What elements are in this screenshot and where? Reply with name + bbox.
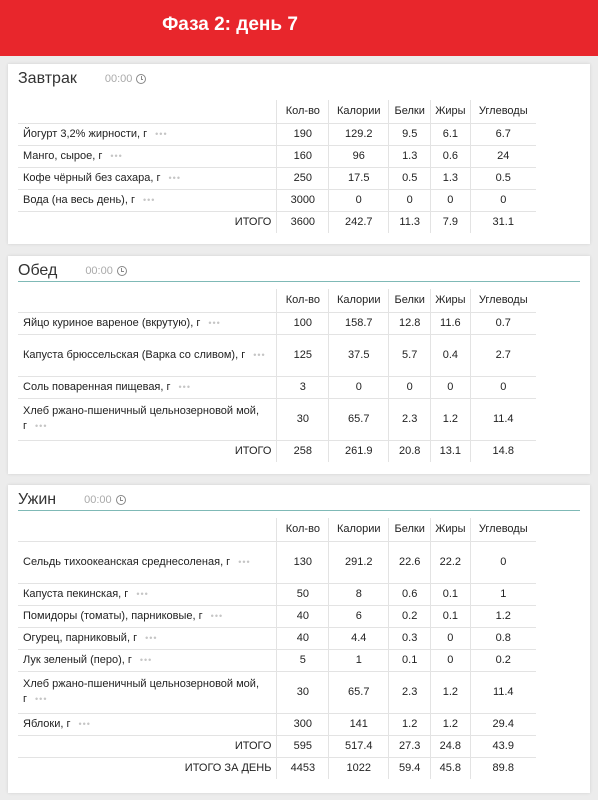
table-row[interactable] bbox=[18, 312, 536, 334]
col-header-protein: Белки bbox=[389, 100, 431, 123]
table-row[interactable] bbox=[18, 541, 536, 583]
clock-icon[interactable] bbox=[117, 266, 127, 276]
col-header-fat: Жиры bbox=[431, 518, 470, 541]
qty-cell: 40 bbox=[277, 627, 329, 649]
more-dots-icon[interactable]: ••• bbox=[253, 349, 266, 360]
qty-cell: 50 bbox=[277, 583, 329, 605]
col-header-qty: Кол-во bbox=[277, 518, 329, 541]
header-divider bbox=[18, 510, 580, 511]
clock-icon[interactable] bbox=[136, 74, 146, 84]
fat-cell: 0 bbox=[431, 189, 470, 211]
food-name[interactable]: Яйцо куриное вареное (вкрутую), г bbox=[23, 316, 201, 329]
total-label: ИТОГО bbox=[18, 440, 277, 462]
total-carbs: 14.8 bbox=[470, 440, 536, 462]
qty-cell: 100 bbox=[277, 312, 329, 334]
protein-cell: 5.7 bbox=[389, 334, 431, 376]
day-total-label: ИТОГО ЗА ДЕНЬ bbox=[18, 757, 277, 779]
day-total-row bbox=[18, 757, 536, 779]
carbs-cell: 0.8 bbox=[470, 627, 536, 649]
table-header-row bbox=[18, 289, 536, 312]
total-row bbox=[18, 735, 536, 757]
fat-cell: 0.1 bbox=[431, 583, 470, 605]
header-blank bbox=[18, 289, 277, 312]
protein-cell: 2.3 bbox=[389, 398, 431, 440]
header-blank bbox=[18, 100, 277, 123]
total-protein: 27.3 bbox=[389, 735, 431, 757]
more-dots-icon[interactable]: ••• bbox=[78, 718, 91, 729]
table-header-row bbox=[18, 100, 536, 123]
protein-cell: 1.2 bbox=[389, 713, 431, 735]
fat-cell: 0.4 bbox=[431, 334, 470, 376]
total-protein: 20.8 bbox=[389, 440, 431, 462]
table-row[interactable] bbox=[18, 189, 536, 211]
col-header-carbs: Углеводы bbox=[470, 289, 536, 312]
kcal-cell: 17.5 bbox=[329, 167, 389, 189]
col-header-carbs: Углеводы bbox=[470, 100, 536, 123]
col-header-qty: Кол-во bbox=[277, 100, 329, 123]
more-dots-icon[interactable]: ••• bbox=[208, 317, 221, 328]
food-name[interactable]: Огурец, парниковый, г bbox=[23, 631, 138, 644]
qty-cell: 30 bbox=[277, 398, 329, 440]
food-name[interactable]: Кофе чёрный без сахара, г bbox=[23, 171, 161, 184]
meal-time[interactable]: 00:00 bbox=[104, 73, 133, 85]
col-header-kcal: Калории bbox=[329, 289, 389, 312]
food-cell bbox=[18, 145, 277, 167]
protein-cell: 0.2 bbox=[389, 605, 431, 627]
total-fat: 13.1 bbox=[431, 440, 470, 462]
food-name[interactable]: Хлеб ржано-пшеничный цельнозерновой мой, г bbox=[23, 678, 260, 705]
food-cell bbox=[18, 189, 277, 211]
col-header-qty: Кол-во bbox=[277, 289, 329, 312]
table-row[interactable] bbox=[18, 123, 536, 145]
protein-cell: 0.1 bbox=[389, 649, 431, 671]
fat-cell: 0 bbox=[431, 376, 470, 398]
total-protein: 11.3 bbox=[389, 211, 431, 233]
fat-cell: 22.2 bbox=[431, 541, 470, 583]
protein-cell: 1.3 bbox=[389, 145, 431, 167]
header-divider bbox=[18, 281, 580, 282]
protein-cell: 2.3 bbox=[389, 671, 431, 713]
qty-cell: 3 bbox=[277, 376, 329, 398]
meal-table bbox=[18, 100, 536, 233]
total-label: ИТОГО bbox=[18, 735, 277, 757]
food-cell bbox=[18, 627, 277, 649]
total-fat: 24.8 bbox=[431, 735, 470, 757]
food-cell bbox=[18, 123, 277, 145]
carbs-cell: 6.7 bbox=[470, 123, 536, 145]
more-dots-icon[interactable]: ••• bbox=[178, 381, 191, 392]
qty-cell: 300 bbox=[277, 713, 329, 735]
col-header-protein: Белки bbox=[389, 289, 431, 312]
table-row[interactable] bbox=[18, 398, 536, 440]
carbs-cell: 0.2 bbox=[470, 649, 536, 671]
food-name[interactable]: Соль поваренная пищевая, г bbox=[23, 380, 171, 393]
kcal-cell: 0 bbox=[329, 376, 389, 398]
protein-cell: 0.6 bbox=[389, 583, 431, 605]
meal-time[interactable]: 00:00 bbox=[84, 494, 112, 506]
meal-title: Завтрак bbox=[18, 70, 77, 87]
day-total-carbs: 89.8 bbox=[470, 757, 536, 779]
carbs-cell: 24 bbox=[470, 145, 536, 167]
protein-cell: 12.8 bbox=[389, 312, 431, 334]
more-dots-icon[interactable]: ••• bbox=[210, 610, 224, 621]
meal-time[interactable]: 00:00 bbox=[85, 265, 113, 277]
clock-icon[interactable] bbox=[116, 495, 126, 505]
protein-cell: 0 bbox=[389, 376, 431, 398]
qty-cell: 5 bbox=[277, 649, 329, 671]
food-name[interactable]: Яблоки, г bbox=[23, 717, 71, 730]
fat-cell: 0 bbox=[431, 627, 470, 649]
table-row[interactable] bbox=[18, 334, 536, 376]
qty-cell: 30 bbox=[277, 671, 329, 713]
fat-cell: 11.6 bbox=[431, 312, 470, 334]
kcal-cell: 8 bbox=[329, 583, 389, 605]
food-name[interactable]: Капуста брюссельская (Варка со сливом), г bbox=[23, 348, 246, 361]
table-row[interactable] bbox=[18, 583, 536, 605]
fat-cell: 1.2 bbox=[431, 671, 470, 713]
food-cell bbox=[18, 376, 277, 398]
carbs-cell: 11.4 bbox=[470, 671, 536, 713]
fat-cell: 1.3 bbox=[431, 167, 470, 189]
fat-cell: 0.6 bbox=[431, 145, 470, 167]
total-kcal: 242.7 bbox=[329, 211, 389, 233]
total-qty: 258 bbox=[277, 440, 329, 462]
food-cell bbox=[18, 167, 277, 189]
day-total-qty: 4453 bbox=[277, 757, 329, 779]
qty-cell: 40 bbox=[277, 605, 329, 627]
carbs-cell: 1.2 bbox=[470, 605, 536, 627]
qty-cell: 250 bbox=[277, 167, 329, 189]
col-header-kcal: Калории bbox=[329, 100, 389, 123]
carbs-cell: 0 bbox=[470, 376, 536, 398]
kcal-cell: 158.7 bbox=[329, 312, 389, 334]
food-cell bbox=[18, 398, 277, 440]
food-name[interactable]: Помидоры (томаты), парниковые, г bbox=[23, 609, 203, 622]
carbs-cell: 29.4 bbox=[470, 713, 536, 735]
meal-card-lunch bbox=[8, 256, 590, 474]
fat-cell: 1.2 bbox=[431, 713, 470, 735]
more-dots-icon[interactable]: ••• bbox=[35, 421, 48, 431]
header-blank bbox=[18, 518, 277, 541]
table-row[interactable] bbox=[18, 145, 536, 167]
food-name[interactable]: Манго, сырое, г bbox=[23, 149, 103, 162]
table-row[interactable] bbox=[18, 671, 536, 713]
fat-cell: 0.1 bbox=[431, 605, 470, 627]
total-label: ИТОГО bbox=[18, 211, 277, 233]
total-qty: 3600 bbox=[277, 211, 329, 233]
total-row bbox=[18, 440, 536, 462]
table-row[interactable] bbox=[18, 376, 536, 398]
kcal-cell: 4.4 bbox=[329, 627, 389, 649]
qty-cell: 160 bbox=[277, 145, 329, 167]
meal-table bbox=[18, 518, 536, 779]
table-header-row bbox=[18, 518, 536, 541]
kcal-cell: 65.7 bbox=[329, 671, 389, 713]
kcal-cell: 96 bbox=[329, 145, 389, 167]
food-name[interactable]: Сельдь тихоокеанская среднесоленая, г bbox=[23, 555, 231, 568]
meal-card-breakfast bbox=[8, 64, 590, 244]
meal-title: Обед bbox=[18, 262, 58, 279]
food-cell bbox=[18, 583, 277, 605]
food-cell bbox=[18, 605, 277, 627]
qty-cell: 130 bbox=[277, 541, 329, 583]
total-kcal: 261.9 bbox=[329, 440, 389, 462]
table-row[interactable] bbox=[18, 605, 536, 627]
more-dots-icon[interactable]: ••• bbox=[145, 632, 158, 643]
kcal-cell: 0 bbox=[329, 189, 389, 211]
total-kcal: 517.4 bbox=[329, 735, 389, 757]
qty-cell: 3000 bbox=[277, 189, 329, 211]
col-header-protein: Белки bbox=[389, 518, 431, 541]
more-dots-icon[interactable]: ••• bbox=[110, 150, 123, 161]
more-dots-icon[interactable]: ••• bbox=[238, 556, 251, 567]
meal-header bbox=[18, 64, 146, 94]
food-cell bbox=[18, 541, 277, 583]
table-row[interactable] bbox=[18, 627, 536, 649]
food-cell bbox=[18, 649, 277, 671]
food-name[interactable]: Капуста пекинская, г bbox=[23, 587, 129, 600]
kcal-cell: 65.7 bbox=[329, 398, 389, 440]
protein-cell: 0.5 bbox=[389, 167, 431, 189]
col-header-fat: Жиры bbox=[431, 289, 470, 312]
kcal-cell: 291.2 bbox=[329, 541, 389, 583]
total-row bbox=[18, 211, 536, 233]
fat-cell: 1.2 bbox=[431, 398, 470, 440]
kcal-cell: 6 bbox=[329, 605, 389, 627]
table-row[interactable] bbox=[18, 167, 536, 189]
food-name[interactable]: Йогурт 3,2% жирности, г bbox=[23, 127, 148, 140]
carbs-cell: 11.4 bbox=[470, 398, 536, 440]
carbs-cell: 0.5 bbox=[470, 167, 536, 189]
table-row[interactable] bbox=[18, 713, 536, 735]
day-total-fat: 45.8 bbox=[431, 757, 470, 779]
total-fat: 7.9 bbox=[431, 211, 470, 233]
protein-cell: 22.6 bbox=[389, 541, 431, 583]
protein-cell: 0 bbox=[389, 189, 431, 211]
more-dots-icon[interactable]: ••• bbox=[139, 654, 153, 665]
kcal-cell: 1 bbox=[329, 649, 389, 671]
meal-title: Ужин bbox=[18, 491, 57, 508]
fat-cell: 0 bbox=[431, 649, 470, 671]
total-qty: 595 bbox=[277, 735, 329, 757]
more-dots-icon[interactable]: ••• bbox=[136, 588, 149, 599]
col-header-fat: Жиры bbox=[431, 100, 470, 123]
qty-cell: 190 bbox=[277, 123, 329, 145]
meal-table bbox=[18, 289, 536, 462]
day-total-kcal: 1022 bbox=[329, 757, 389, 779]
protein-cell: 0.3 bbox=[389, 627, 431, 649]
meal-card-dinner bbox=[8, 485, 590, 793]
qty-cell: 125 bbox=[277, 334, 329, 376]
more-dots-icon[interactable]: ••• bbox=[142, 194, 156, 205]
more-dots-icon[interactable]: ••• bbox=[155, 128, 168, 139]
col-header-carbs: Углеводы bbox=[470, 518, 536, 541]
day-total-protein: 59.4 bbox=[389, 757, 431, 779]
food-name[interactable]: Хлеб ржано-пшеничный цельнозерновой мой, г bbox=[23, 405, 260, 432]
kcal-cell: 37.5 bbox=[329, 334, 389, 376]
food-cell bbox=[18, 312, 277, 334]
page-header bbox=[0, 0, 598, 56]
fat-cell: 6.1 bbox=[431, 123, 470, 145]
carbs-cell: 0.7 bbox=[470, 312, 536, 334]
col-header-kcal: Калории bbox=[329, 518, 389, 541]
food-name[interactable]: Вода (на весь день), г bbox=[23, 193, 135, 206]
food-cell bbox=[18, 334, 277, 376]
carbs-cell: 1 bbox=[470, 583, 536, 605]
page-title: Фаза 2: день 7 bbox=[162, 14, 298, 35]
food-cell bbox=[18, 671, 277, 713]
more-dots-icon[interactable]: ••• bbox=[168, 172, 181, 183]
carbs-cell: 2.7 bbox=[470, 334, 536, 376]
more-dots-icon[interactable]: ••• bbox=[35, 694, 48, 704]
total-carbs: 31.1 bbox=[470, 211, 536, 233]
kcal-cell: 129.2 bbox=[329, 123, 389, 145]
food-cell bbox=[18, 713, 277, 735]
protein-cell: 9.5 bbox=[389, 123, 431, 145]
total-carbs: 43.9 bbox=[470, 735, 536, 757]
carbs-cell: 0 bbox=[470, 541, 536, 583]
kcal-cell: 141 bbox=[329, 713, 389, 735]
food-name[interactable]: Лук зеленый (перо), г bbox=[23, 653, 132, 666]
carbs-cell: 0 bbox=[470, 189, 536, 211]
table-row[interactable] bbox=[18, 649, 536, 671]
